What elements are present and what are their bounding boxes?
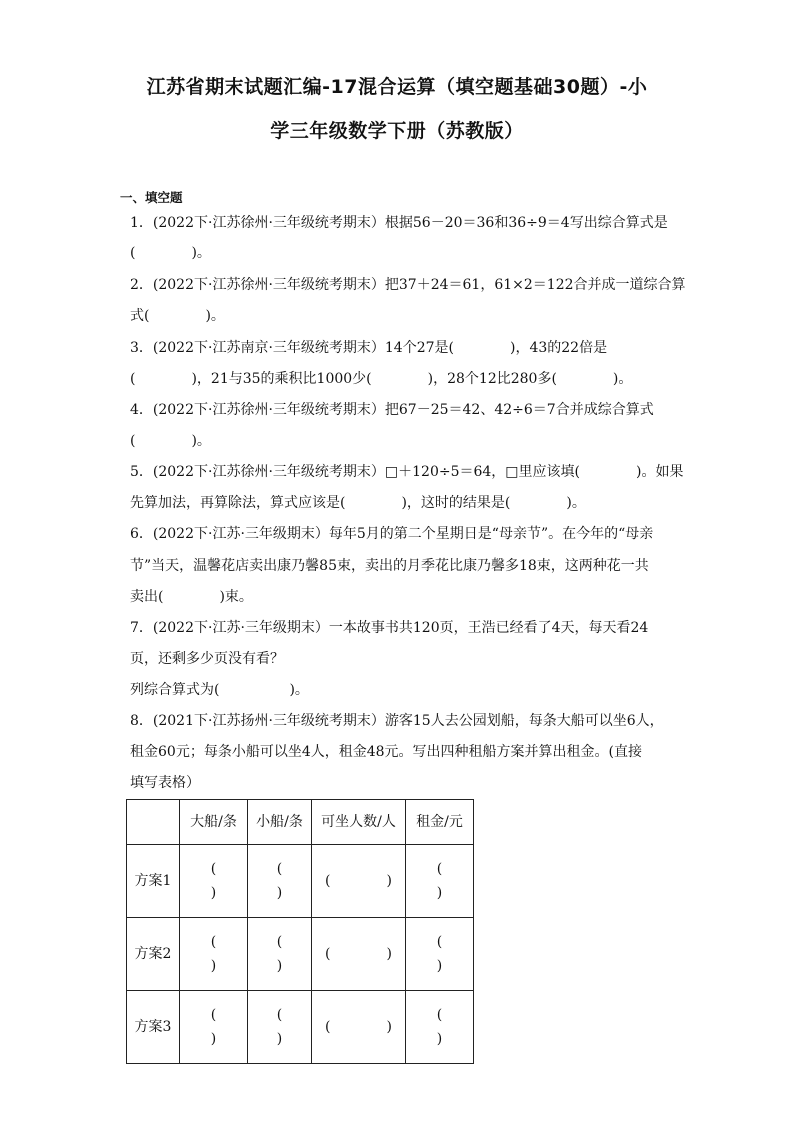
question-6-line-3: 卖出( )束。 bbox=[130, 589, 253, 605]
page-title-line-1: 江苏省期末试题汇编-17混合运算（填空题基础30题）-小 bbox=[146, 76, 648, 98]
question-6-line-2: 节”当天，温馨花店卖出康乃馨85束，卖出的月季花比康乃馨多18束，这两种花一共 bbox=[130, 558, 649, 574]
capacity-blank[interactable]: ( ) bbox=[312, 991, 406, 1064]
section-heading: 一、填空题 bbox=[120, 190, 183, 205]
table-header-big-boat: 大船/条 bbox=[180, 800, 248, 845]
rent-blank[interactable]: ( ) bbox=[406, 991, 474, 1064]
question-1-line-1: 1．(2022下·江苏徐州·三年级统考期末）根据56－20＝36和36÷9＝4写出综合算式是 bbox=[130, 215, 668, 231]
question-5-line-2: 先算加法，再算除法，算式应该是( )，这时的结果是( )。 bbox=[130, 495, 586, 511]
rental-plan-table bbox=[126, 799, 474, 1064]
question-8-line-3: 填写表格） bbox=[130, 775, 200, 791]
page-title-line-2: 学三年级数学下册（苏教版） bbox=[270, 120, 524, 142]
rent-blank[interactable]: ( ) bbox=[406, 918, 474, 991]
question-4-line-2: ( )。 bbox=[130, 433, 211, 449]
table-row bbox=[127, 845, 474, 918]
question-5-line-1: 5．(2022下·江苏徐州·三年级统考期末）□＋120÷5＝64，□里应该填( )。如果 bbox=[130, 464, 684, 480]
table-header-capacity: 可坐人数/人 bbox=[312, 800, 406, 845]
capacity-blank[interactable]: ( ) bbox=[312, 918, 406, 991]
big-boat-blank[interactable]: ( ) bbox=[180, 845, 248, 918]
big-boat-blank[interactable]: ( ) bbox=[180, 918, 248, 991]
question-8-line-1: 8．(2021下·江苏扬州·三年级统考期末）游客15人去公园划船，每条大船可以坐6人， bbox=[130, 713, 664, 729]
question-2-line-2: 式( )。 bbox=[130, 308, 225, 324]
small-boat-blank[interactable]: ( ) bbox=[248, 991, 312, 1064]
question-3-line-1: 3．(2022下·江苏南京·三年级统考期末）14个27是( )，43的22倍是 bbox=[130, 340, 608, 356]
table-header-rent: 租金/元 bbox=[406, 800, 474, 845]
question-7-line-1: 7．(2022下·江苏·三年级期末）一本故事书共120页，王浩已经看了4天，每天看24 bbox=[130, 620, 649, 636]
table-row bbox=[127, 918, 474, 991]
plan-label: 方案3 bbox=[127, 991, 180, 1064]
question-3-line-2: ( )，21与35的乘积比1000少( )，28个12比280多( )。 bbox=[130, 371, 633, 387]
table-header-corner bbox=[127, 800, 180, 845]
question-7-line-3: 列综合算式为( )。 bbox=[130, 682, 309, 698]
small-boat-blank[interactable]: ( ) bbox=[248, 845, 312, 918]
table-header-small-boat: 小船/条 bbox=[248, 800, 312, 845]
question-8-line-2: 租金60元；每条小船可以坐4人，租金48元。写出四种租船方案并算出租金。(直接 bbox=[130, 744, 642, 760]
big-boat-blank[interactable]: ( ) bbox=[180, 991, 248, 1064]
question-4-line-1: 4．(2022下·江苏徐州·三年级统考期末）把67－25＝42、42÷6＝7合并成综合算式 bbox=[130, 402, 654, 418]
plan-label: 方案1 bbox=[127, 845, 180, 918]
capacity-blank[interactable]: ( ) bbox=[312, 845, 406, 918]
table-row bbox=[127, 991, 474, 1064]
question-6-line-1: 6．(2022下·江苏·三年级期末）每年5月的第二个星期日是“母亲节”。在今年的“母亲 bbox=[130, 526, 654, 542]
question-7-line-2: 页，还剩多少页没有看？ bbox=[130, 651, 284, 667]
question-2-line-1: 2．(2022下·江苏徐州·三年级统考期末）把37＋24＝61，61×2＝122合并成一道综合算 bbox=[130, 277, 686, 293]
small-boat-blank[interactable]: ( ) bbox=[248, 918, 312, 991]
table-header-row bbox=[127, 800, 474, 845]
rent-blank[interactable]: ( ) bbox=[406, 845, 474, 918]
question-1-line-2: ( )。 bbox=[130, 245, 211, 261]
plan-label: 方案2 bbox=[127, 918, 180, 991]
